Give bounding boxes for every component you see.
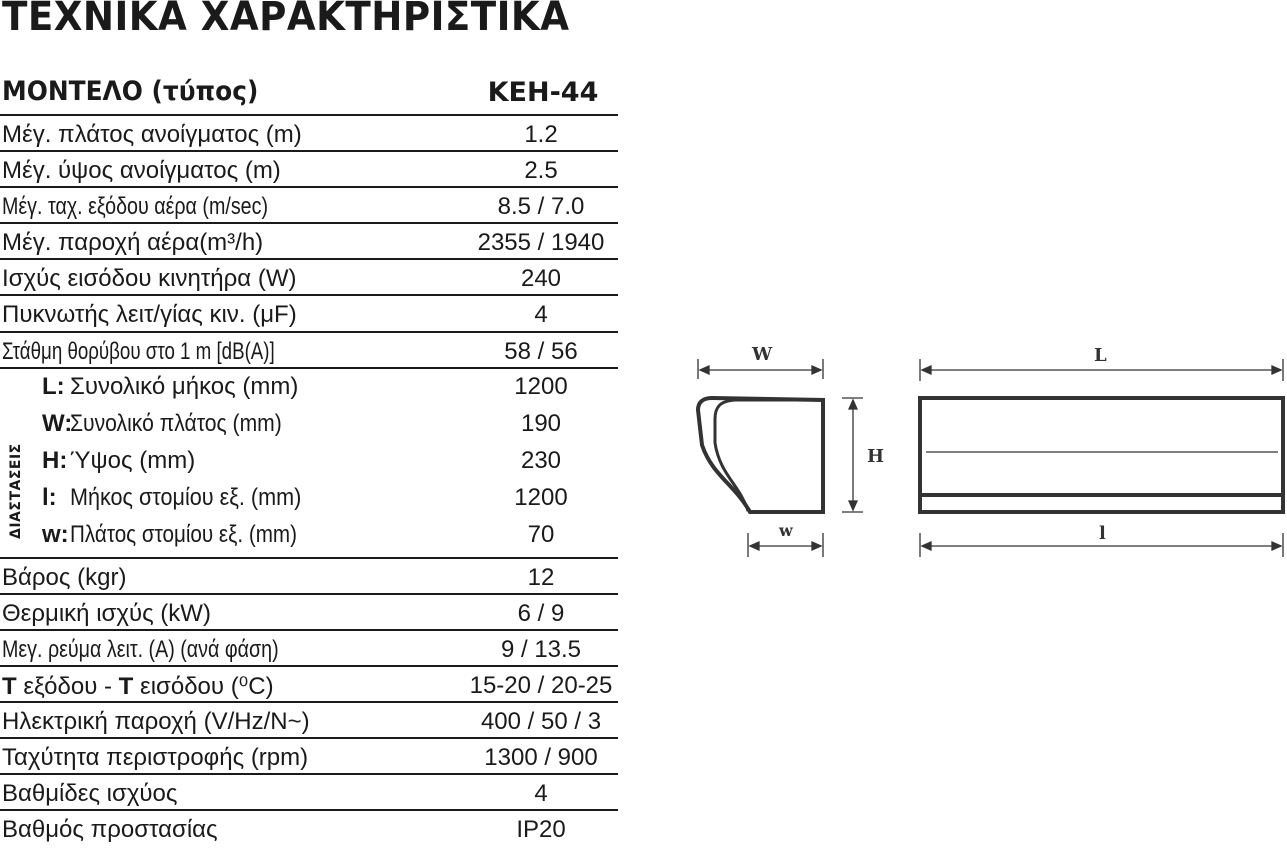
page-title: ΤΕΧΝΙΚΑ ΧΑΡΑΚΤΗΡΙΣΤΙΚΑ: [2, 0, 570, 40]
spec-value: 8.5 / 7.0: [497, 193, 585, 221]
dimension-row-W: [0, 406, 618, 443]
spec-value: 12: [527, 563, 555, 591]
temp-in-label: εισόδου (⁰C): [133, 672, 274, 700]
model-label: ΜΟΝΤΕΛΟ (τύπος): [2, 76, 259, 107]
dimension-label: Συνολικό μήκος (mm): [70, 372, 299, 400]
dimension-H-line: [842, 398, 863, 512]
dimension-label: Μήκος στομίου εξ. (mm): [70, 483, 302, 511]
side-view-drawing: [698, 398, 823, 512]
spec-label: Μέγ. πλάτος ανοίγματος (m): [2, 121, 302, 148]
dimension-row-w: [0, 517, 618, 554]
spec-row-power-supply: [0, 703, 618, 739]
spec-label: Ταχύτητα περιστροφής (rpm): [2, 744, 309, 772]
dimension-key: L:: [42, 372, 65, 400]
spec-row-air-flow: [0, 224, 618, 260]
dimension-value: 1200: [514, 372, 568, 400]
spec-label: Βαθμός προστασίας: [2, 816, 218, 844]
spec-row-power-steps: [0, 775, 618, 811]
spec-label: Μέγ. ύψος ανοίγματος (m): [2, 157, 281, 185]
dimension-row-L: [0, 369, 618, 406]
dimension-L-label: L: [1094, 345, 1107, 366]
temp-out-label: εξόδου -: [16, 672, 119, 700]
dimension-value: 190: [520, 409, 562, 437]
spec-row-weight: [0, 559, 618, 595]
spec-row-motor-power: [0, 260, 618, 296]
spec-value: 9 / 13.5: [500, 635, 582, 663]
spec-label: Μέγ. ταχ. εξόδου αέρα (m/sec): [2, 193, 269, 221]
spec-row-heat-output: [0, 595, 618, 631]
spec-value: 15-20 / 20-25: [469, 671, 613, 699]
spec-row-opening-width: [0, 116, 618, 152]
dimension-value: 1200: [514, 483, 568, 511]
spec-row-rpm: [0, 739, 618, 775]
spec-label: Θερμική ισχύς (kW): [2, 599, 211, 627]
spec-row-capacitor: [0, 296, 618, 332]
spec-row-air-speed: [0, 188, 618, 224]
spec-label: Μεγ. ρεύμα λειτ. (A) (ανά φάση): [2, 635, 279, 663]
dimension-row-H: [0, 443, 618, 480]
dimension-value: 230: [520, 446, 562, 474]
spec-value: 2.5: [524, 157, 558, 185]
spec-value: 4: [534, 780, 548, 808]
dimension-label: Συνολικό πλάτος (mm): [70, 409, 282, 437]
spec-value: 1.2: [524, 121, 558, 148]
dimension-value: 70: [527, 520, 555, 548]
dimension-label: Πλάτος στομίου εξ. (mm): [70, 520, 297, 548]
temp-out-symbol: T: [2, 672, 17, 700]
dimensions-block: [0, 369, 618, 559]
spec-row-opening-height: [0, 152, 618, 188]
dimension-row-l: [0, 480, 618, 517]
spec-value: 6 / 9: [517, 599, 565, 627]
dimension-l-label: l: [1099, 523, 1106, 544]
table-header: [0, 74, 618, 116]
spec-row-temperature: [0, 667, 618, 703]
dimension-H-label: H: [867, 446, 885, 467]
spec-label: [2, 672, 274, 701]
dimension-key: l:: [42, 483, 57, 511]
dimension-w-label: w: [779, 521, 793, 540]
spec-row-current: [0, 631, 618, 667]
dimension-W-label: W: [752, 344, 773, 365]
model-value: ΚΕΗ-44: [487, 77, 599, 108]
spec-label: Μέγ. παροχή αέρα(m³/h): [2, 229, 264, 257]
spec-row-protection: [0, 811, 618, 847]
dimension-key: w:: [42, 520, 69, 548]
spec-label: Πυκνωτής λειτ/γίας κιν. (μF): [2, 301, 297, 329]
spec-value: 2355 / 1940: [477, 229, 605, 257]
spec-value: 400 / 50 / 3: [480, 708, 602, 736]
spec-value: 58 / 56: [504, 337, 578, 365]
front-view-drawing: [920, 398, 1283, 512]
spec-row-noise: [0, 333, 618, 369]
spec-label: Βάρος (kgr): [2, 563, 127, 591]
spec-value: IP20: [516, 816, 566, 844]
dimension-key: H:: [42, 446, 68, 474]
dimension-key: W:: [42, 409, 73, 437]
spec-value: 4: [534, 301, 548, 329]
spec-label: Στάθμη θορύβου στο 1 m [dB(A)]: [2, 337, 275, 365]
spec-value: 240: [520, 265, 562, 293]
spec-label: Ισχύς εισόδου κινητήρα (W): [2, 265, 297, 293]
spec-label: Βαθμίδες ισχύος: [2, 780, 178, 808]
dimension-label: Ύψος (mm): [70, 446, 196, 474]
specs-table: [0, 74, 618, 847]
spec-label: Ηλεκτρική παροχή (V/Hz/N~): [2, 708, 310, 736]
dimensions-diagram: [690, 335, 1287, 565]
spec-value: 1300 / 900: [484, 744, 598, 772]
temp-in-symbol: T: [118, 672, 134, 700]
dimensions-side-label: ΔΙΑΣΤΑΣΕΙΣ: [8, 442, 24, 539]
